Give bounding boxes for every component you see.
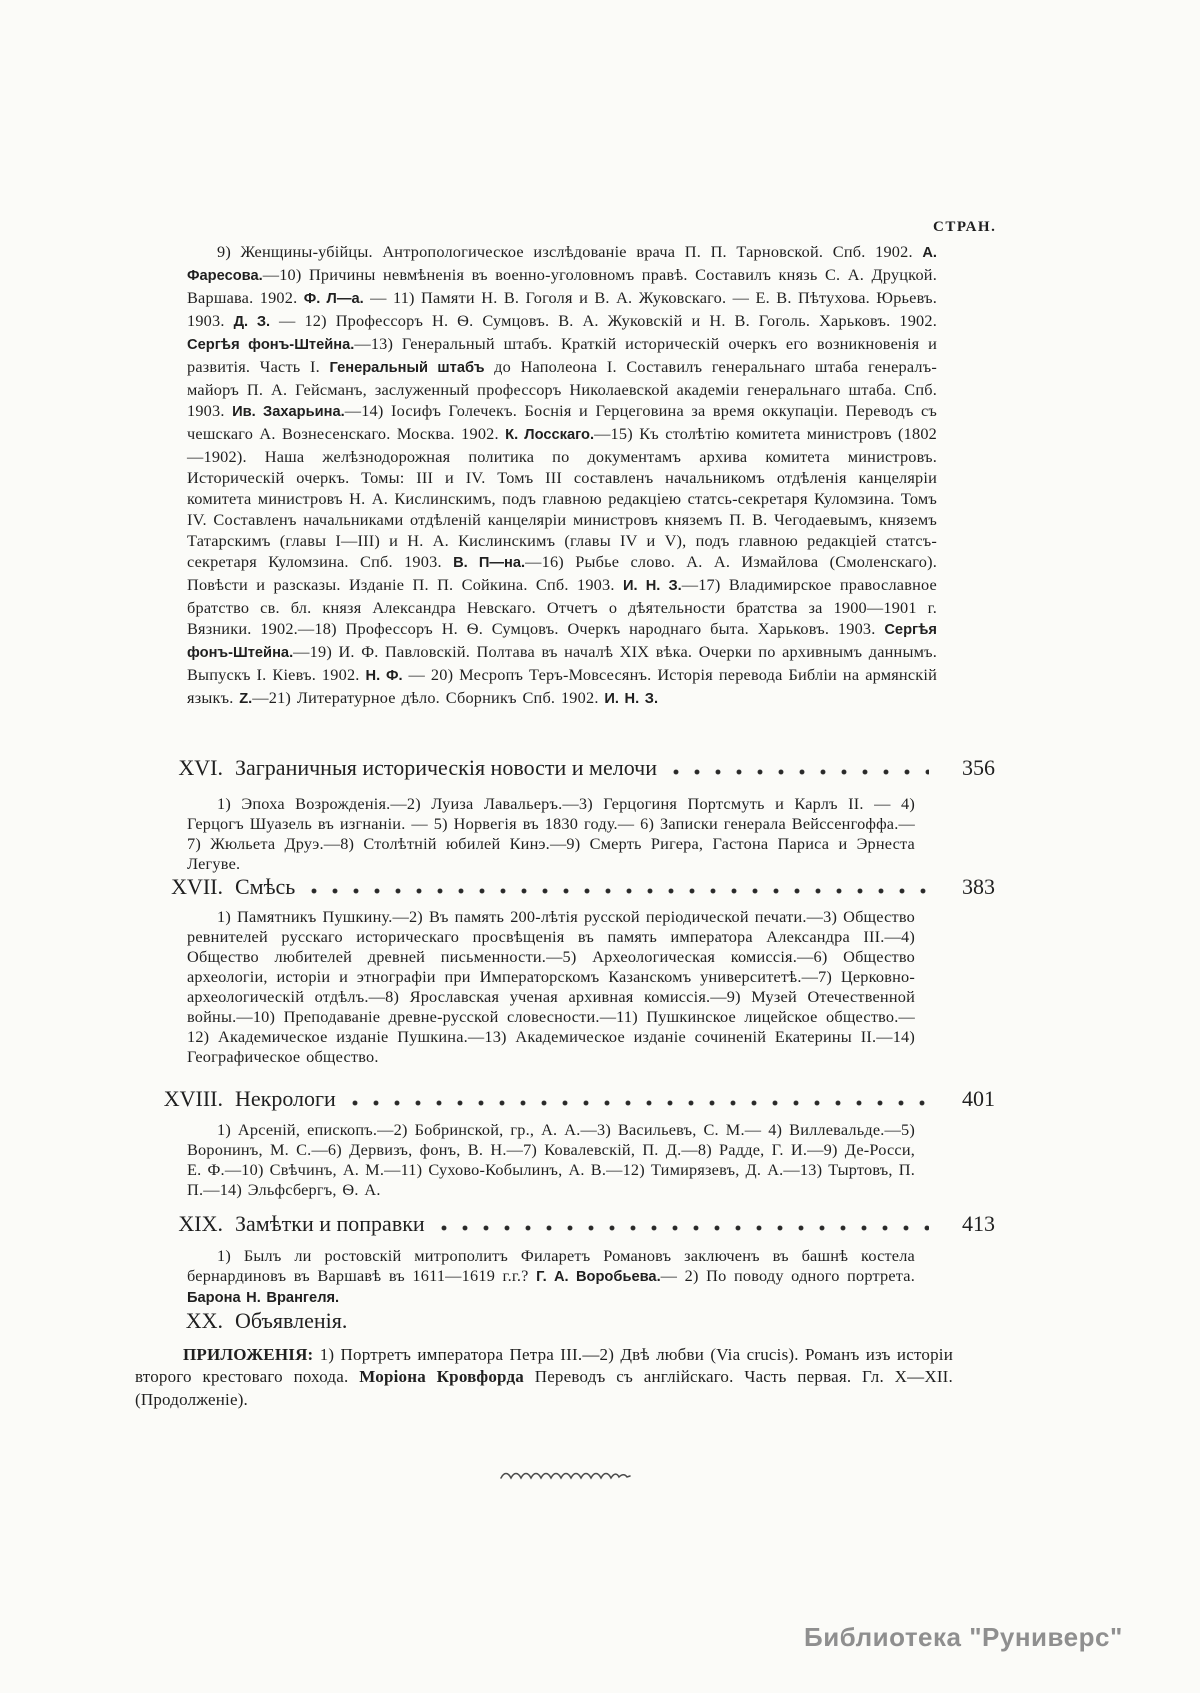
section-page-number: 383 bbox=[962, 874, 995, 899]
page-column-header: СТРАН. bbox=[933, 219, 997, 235]
toc-section-xvii bbox=[75, 874, 995, 900]
toc-intro-paragraph: 9) Женщины-убійцы. Антропологическое изслѣдованіе врача П. П. Тарновской. Спб. 1902. А. Фаресова.—10) Причины невмѣненія въ военно-уголовномъ правѣ. Составилъ князь С. А. Друцкой. Варшава. 1902. Ф. Л—а. — 11) Памяти Н. В. Гоголя и В. А. Жуковскаго. — Е. В. Пѣтухова. Юрьевъ. 1903. Д. З. — 12) Профессоръ Н. Ѳ. Сумцовъ. В. А. Жуковскій и Н. В. Гоголь. Харьковъ. 1902. Сергѣя фонъ-Штейна.—13) Генеральный штабъ. Краткій историческій очеркъ его возникновенія и развитія. Часть I. Генеральный штабъ до Наполеона I. Составилъ генеральнаго штаба генералъ-майоръ П. А. Гейсманъ, заслуженный профессоръ Николаевской академіи генеральнаго штаба. Спб. 1903. Ив. Захарьина.—14) Іосифъ Голечекъ. Боснія и Герцеговина за время оккупаціи. Переводъ съ чешскаго А. Вознесенскаго. Москва. 1902. К. Лосскаго.—15) Къ столѣтію комитета министровъ (1802—1902). Наша желѣзнодорожная политика по документамъ архива комитета министровъ. Историческій очеркъ. Томы: III и IV. Томъ III составленъ начальникомъ отдѣленія канцеляріи комитета министровъ Н. А. Кислинскимъ, подъ главною редакціею статсь-секретаря Куломзина. Томъ IV. Составленъ начальниками отдѣленій канцеляріи министровъ княземъ П. В. Чегодаевымъ, княземъ Татарскимъ (главы I—III) и Н. А. Кислинскимъ (главы IV и V), подъ главною редакціей статсъ-секретаря Куломзина. Спб. 1903. В. П—на.—16) Рыбье слово. А. А. Измайлова (Смоленскаго). Повѣсти и разсказы. Изданіе П. П. Сойкина. Спб. 1903. И. Н. З.—17) Владимирское православное братство св. бл. князя Александра Невскаго. Отчетъ о дѣятельности братства за 1900—1901 г. Вязники. 1902.—18) Профессоръ Н. Ѳ. Сумцовъ. Очеркъ народнаго быта. Харьковъ. 1903. Сергѣя фонъ-Штейна.—19) И. Ф. Павловскій. Полтава въ началѣ XIX вѣка. Очерки по архивнымъ даннымъ. Выпускъ I. Кіевъ. 1902. Н. Ф. — 20) Месропъ Теръ-Мовсесянъ. Исторія перевода Библіи на армянскій языкъ. Z.—21) Литературное дѣло. Сборникъ Спб. 1902. И. Н. З. bbox=[187, 242, 938, 707]
section-title: Объявленія. bbox=[235, 1308, 348, 1333]
section-numeral: XVII. bbox=[171, 874, 223, 899]
section-numeral: XX. bbox=[185, 1308, 223, 1333]
section-title: Замѣтки и поправки bbox=[235, 1211, 425, 1236]
section-details: 1) Арсеній, епископъ.—2) Бобринской, гр., А. А.—3) Васильевъ, С. М.— 4) Виллевальде.—5) Воронинъ, М. С.—6) Дервизъ, фонъ, В. Н.—7) Ковалевскій, П. Д.—8) Радде, Г. И.—9) Де-Росси, Е. Ф.—10) Свѣчинъ, А. М.—11) Сухово-Кобылинъ, А. В.—12) Тимирязевъ, Д. А.—13) Тыртовъ, П. П.—14) Эльфсбергъ, Ѳ. А. bbox=[187, 1120, 915, 1199]
toc-section-xvi bbox=[75, 755, 995, 781]
dot-leader bbox=[673, 769, 929, 775]
watermark-label: Библиотека "Руниверс" bbox=[804, 1622, 1123, 1652]
section-numeral: XVIII. bbox=[163, 1086, 223, 1111]
section-page-number: 356 bbox=[962, 755, 995, 780]
section-numeral: XVI. bbox=[178, 755, 223, 780]
section-title: Смѣсь bbox=[235, 874, 296, 899]
dot-leader bbox=[441, 1225, 929, 1231]
appendix-paragraph: ПРИЛОЖЕНІЯ: 1) Портретъ императора Петра III.—2) Двѣ любви (Via crucis). Романъ изъ исторіи второго крестоваго похода. Моріона Кровфорда Переводъ съ англійскаго. Часть первая. Гл. X—XII. (Продолженіе). bbox=[135, 1345, 953, 1409]
toc-section-xx bbox=[75, 1308, 995, 1334]
section-details: 1) Былъ ли ростовскій митрополитъ Филаретъ Романовъ заключенъ въ башнѣ костела бернардиновъ въ Варшавѣ въ 1611—1619 г.г.? Г. А. Воробьева.— 2) По поводу одного портрета. Барона Н. Врангеля. bbox=[187, 1246, 915, 1306]
section-details: 1) Эпоха Возрожденія.—2) Луиза Лавальеръ.—3) Герцогиня Портсмуть и Карлъ II. — 4) Герцогъ Шуазель въ изгнаніи. — 5) Норвегія въ 1830 году.— 6) Записки генерала Вейссенгоффа.—7) Жюльета Друэ.—8) Столѣтній юбилей Кинэ.—9) Смерть Ригера, Гастона Париса и Эрнеста Легуве. bbox=[187, 794, 915, 873]
dot-leader bbox=[352, 1100, 929, 1106]
section-page-number: 401 bbox=[962, 1086, 995, 1111]
toc-section-xix bbox=[75, 1211, 995, 1237]
section-details: 1) Памятникъ Пушкину.—2) Въ память 200-лѣтія русской періодической печати.—3) Общество ревнителей русскаго историческаго просвѣщенія въ память императора Александра III.—4) Общество любителей древней письменности.—5) Археологическая комиссія.—6) Общество археологіи, исторіи и этнографіи при Императорскомъ Казанскомъ университетѣ.—7) Церковно-археологическій отдѣлъ.—8) Ярославская ученая архивная комиссія.—9) Музей Отечественной войны.—10) Преподаваніе древне-русской словесности.—11) Пушкинское лицейское общество.—12) Академическое изданіе Пушкина.—13) Академическое изданіе сочиненій Екатерины II.—14) Географическое общество. bbox=[187, 907, 915, 1066]
squiggle-ornament bbox=[498, 1469, 636, 1483]
section-numeral: XIX. bbox=[178, 1211, 223, 1236]
section-page-number: 413 bbox=[962, 1211, 995, 1236]
toc-section-xviii bbox=[75, 1086, 995, 1112]
section-title: Заграничныя историческія новости и мелочи bbox=[235, 755, 657, 780]
section-title: Некрологи bbox=[235, 1086, 336, 1111]
dot-leader bbox=[311, 888, 929, 894]
